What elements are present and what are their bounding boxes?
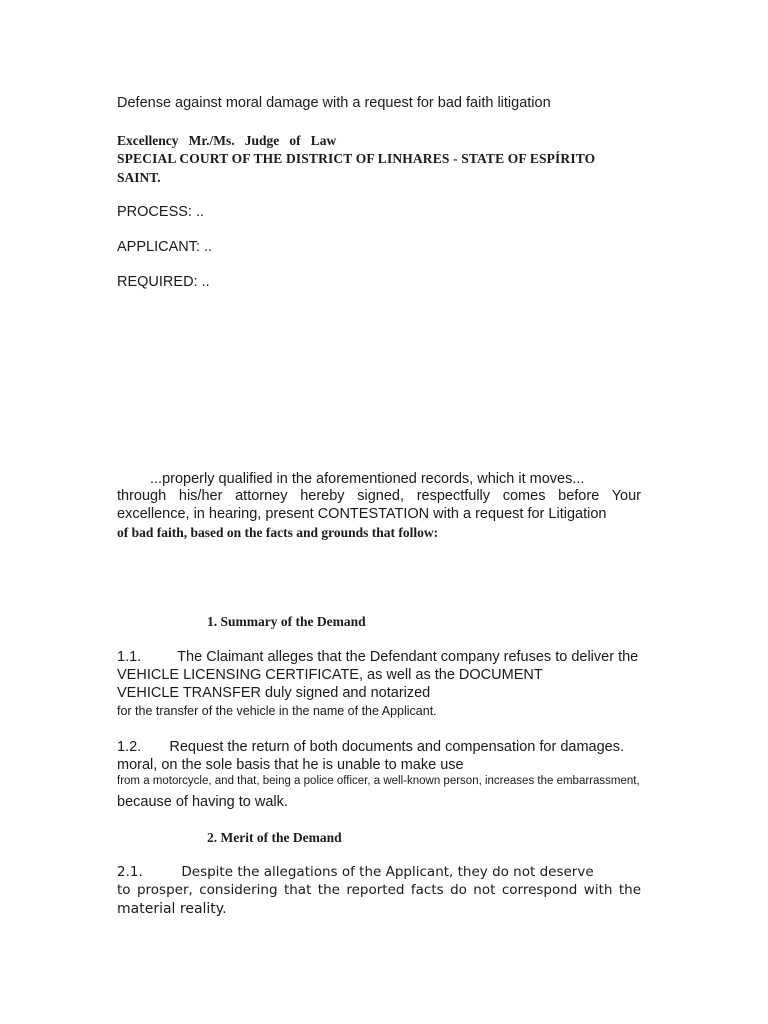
- intro-line-1: ...properly qualified in the aforementioned records, which it moves...: [150, 471, 585, 487]
- field-applicant: APPLICANT: ..: [117, 239, 213, 255]
- field-required: REQUIRED: ..: [117, 274, 210, 290]
- paragraph-2-1-line-1: 2.1. Despite the allegations of the Applicant, they do not deserve: [117, 864, 594, 880]
- paragraph-2-1-line-2: to prosper, considering that the reported facts do not correspond with the: [117, 882, 641, 898]
- field-process: PROCESS: ..: [117, 204, 205, 220]
- paragraph-2-1-line-3: material reality.: [117, 901, 227, 917]
- paragraph-1-2-line-4: because of having to walk.: [117, 794, 288, 810]
- paragraph-1-2-line-1: 1.2. Request the return of both documents and compensation for damages.: [117, 739, 624, 755]
- intro-line-4: of bad faith, based on the facts and grounds that follow:: [117, 525, 439, 540]
- document-title: Defense against moral damage with a request for bad faith litigation: [117, 95, 551, 111]
- intro-line-2: through his/her attorney hereby signed, respectfully comes before Your: [117, 488, 641, 504]
- paragraph-1-2-line-2: moral, on the sole basis that he is unable to make use: [117, 757, 464, 773]
- paragraph-1-1-line-1: 1.1. The Claimant alleges that the Defendant company refuses to deliver the: [117, 649, 639, 665]
- paragraph-1-1-line-3: VEHICLE TRANSFER duly signed and notarized: [117, 685, 431, 701]
- intro-line-3: excellence, in hearing, present CONTESTATION with a request for Litigation: [117, 506, 607, 522]
- paragraph-1-1-line-2: VEHICLE LICENSING CERTIFICATE, as well as the DOCUMENT: [117, 667, 543, 683]
- paragraph-1-2-line-3: from a motorcycle, and that, being a police officer, a well-known person, increases the embarrassment,: [117, 775, 640, 787]
- section-2-heading: 2. Merit of the Demand: [207, 830, 342, 845]
- address-line-state: SAINT.: [117, 170, 161, 185]
- address-line-court: SPECIAL COURT OF THE DISTRICT OF LINHARES - STATE OF ESPÍRITO: [117, 151, 596, 166]
- address-line-judge: Excellency Mr./Ms. Judge of Law: [117, 133, 337, 148]
- section-1-heading: 1. Summary of the Demand: [207, 614, 366, 629]
- paragraph-1-1-line-4: for the transfer of the vehicle in the name of the Applicant.: [117, 704, 437, 718]
